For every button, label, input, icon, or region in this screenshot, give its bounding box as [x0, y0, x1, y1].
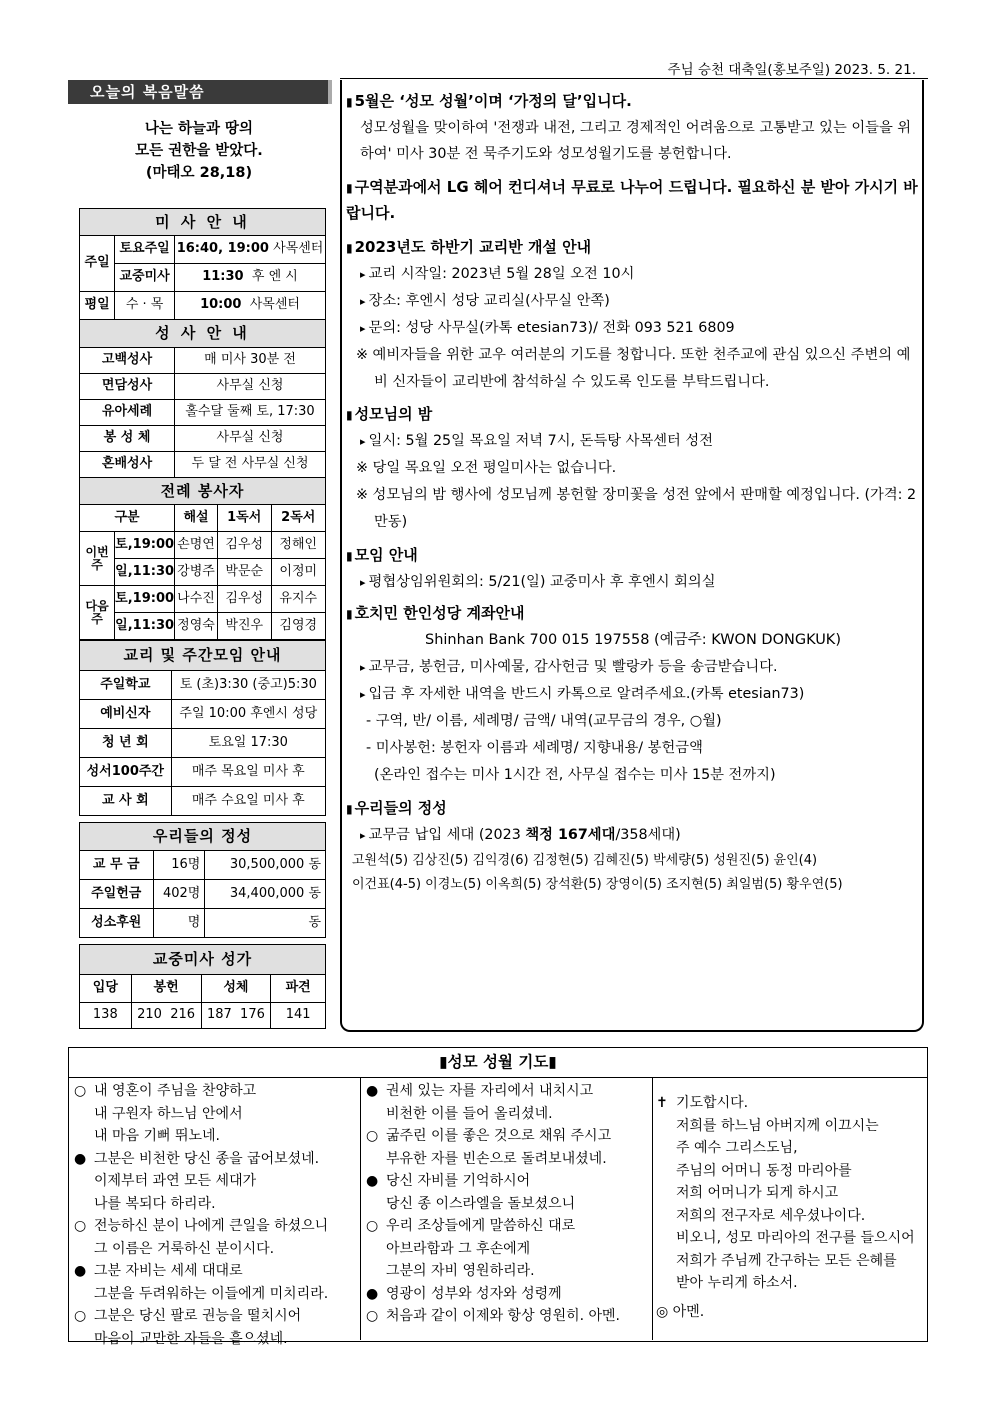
gospel-line-2: 모든 권한을 받았다. [135, 143, 263, 159]
meeting-value: 주일 10:00 후엔시 성당 [171, 700, 325, 729]
prayer-divider [360, 1078, 361, 1340]
filled-circle-icon: ● [74, 1263, 87, 1279]
servers-header: 구분 [80, 505, 175, 532]
prayer-column-3 [656, 1092, 926, 1323]
server-name: 박문순 [217, 559, 271, 586]
mass-time: 10:00 사목센터 [175, 292, 326, 320]
next-week-label: 다음주 [80, 586, 115, 640]
prayer-divider [652, 1078, 653, 1340]
amen: ◎ 아멘. [656, 1303, 705, 1320]
header-rule [340, 78, 928, 79]
gospel-verse [68, 118, 330, 184]
prayer-verse: ● 그분 자비는 세세 대대로 그분을 두려워하는 이들에게 미치리라. [74, 1260, 358, 1305]
servers-header: 1독서 [217, 505, 271, 532]
prayer-verse: ○ 우리 조상들에게 말씀하신 대로 아브라함과 그 후손에게 그분의 자비 영원하리라. [366, 1215, 650, 1283]
mass-day: 수 · 목 [115, 292, 175, 320]
sacrament-value: 사무실 신청 [175, 374, 326, 400]
mass-weekday-label: 평일 [80, 292, 115, 320]
meeting-name: 교 사 회 [80, 787, 172, 816]
mass-time: 11:30 후 엔 시 [175, 264, 326, 292]
prayer-verse: ● 당신 자비를 기억하시어 당신 종 이스라엘을 돌보셨으니 [366, 1170, 650, 1215]
prayer-verse: ○ 그분은 당신 팔로 권능을 떨치시어 마음이 교만한 자들을 흩으셨네. [74, 1305, 358, 1350]
sacrament-name: 면담성사 [80, 374, 175, 400]
sacrament-value: 두 달 전 사무실 신청 [175, 452, 326, 478]
prayer-verse: ● 권세 있는 자를 자리에서 내치시고 비천한 이를 들어 올리셨네. [366, 1080, 650, 1125]
prayer-verse: ○ 굶주린 이를 좋은 것으로 채워 주시고 부유한 자를 빈손으로 돌려보내셨네. [366, 1125, 650, 1170]
notice-item: ▸ 교리 시작일: 2023년 5월 28일 오전 10시 [346, 261, 920, 288]
closing-prayer: ✝ 기도합시다. 저희를 하느님 아버지께 이끄시는 주 예수 그리스도님, 주님의 어머니 동정 마리아를 저희 어머니가 되게 하시고 저희의 전구자로 세우셨나이다. 비오니, 성모 마리아의 전구를 들으시어 저희가 주님께 간구하는 모든 은혜를 받아 누리게 하소서. [656, 1092, 926, 1295]
filled-circle-icon: ● [366, 1285, 379, 1302]
notice-note: ※ 예비자들을 위한 교우 여러분의 기도를 청합니다. 또한 천주교에 관심 있으신 주변의 예비 신자들이 교리반에 참석하실 수 있도록 인도를 부탁드립니다. [356, 347, 911, 390]
hymn-header: 입당 [80, 975, 132, 1003]
prayer-verse: ○ 내 영혼이 주님을 찬양하고 내 구원자 하느님 안에서 내 마음 기뻐 뛰노네. [74, 1080, 358, 1148]
servers-header: 해설 [175, 505, 218, 532]
offerings-section-title: 우리들의 정성 [80, 823, 326, 851]
prayer-verse: ○ 처음과 같이 이제와 항상 영원히. 아멘. [366, 1305, 650, 1328]
server-name: 김우성 [217, 586, 271, 613]
offering-name: 성소후원 [80, 909, 154, 938]
donor-names: 이건표(4-5) 이경노(5) 이옥희(5) 장석환(5) 장영이(5) 조지현(5) 최일범(5) 황우연(5) [352, 877, 843, 892]
notice-item: ▸ 교무금 납입 세대 (2023 책정 167세대/358세대) [346, 822, 920, 849]
filled-circle-icon: ● [366, 1173, 379, 1189]
sacrament-value: 매 미사 30분 전 [175, 348, 326, 374]
prayer-verse: ● 영광이 성부와 성자와 성령께 [366, 1283, 650, 1306]
meeting-value: 매주 수요일 미사 후 [171, 787, 325, 816]
meeting-value: 토요일 17:30 [171, 729, 325, 758]
notice-title: ▮ 성모님의 밤 [346, 401, 920, 428]
notice-title: ▮ 구역분과에서 LG 헤어 컨디셔너 무료로 나누어 드립니다. 필요하신 분 받아 가시기 바랍니다. [346, 175, 920, 226]
meeting-value: 토 (초)3:30 (중고)5:30 [171, 671, 325, 700]
server-slot: 토,19:00 [115, 586, 175, 613]
hymn-header: 파견 [271, 975, 326, 1003]
offerings-table [79, 822, 326, 938]
servers-section-title: 전례 봉사자 [80, 478, 326, 505]
server-slot: 토,19:00 [115, 532, 175, 559]
sacrament-value: 사무실 신청 [175, 426, 326, 452]
hymn-header: 성체 [201, 975, 271, 1003]
notice-detail: - 미사봉헌: 봉헌자 이름과 세례명/ 지향내용/ 봉헌금액 [366, 740, 703, 756]
prayer-column-2 [366, 1080, 650, 1328]
hymn-number: 187 176 [201, 1003, 271, 1029]
mass-sunday-label: 주일 [80, 236, 115, 292]
notice-detail: - 구역, 반/ 이름, 세례명/ 금액/ 내역(교무금의 경우, ○월) [366, 713, 722, 729]
notice-body: 성모성월을 맞이하여 '전쟁과 내전, 그리고 경제적인 어려움으로 고통받고 있는 이들을 위하여' 미사 30분 전 묵주기도와 성모성월기도를 봉헌합니다. [360, 120, 912, 162]
notice-title: ▮ 5월은 ‘성모 성월’이며 ‘가정의 달’입니다. [346, 88, 920, 115]
mass-day: 토요주일 [115, 236, 175, 264]
meetings-section-title: 교리 및 주간모임 안내 [80, 641, 326, 671]
hymns-section-title: 교중미사 성가 [80, 945, 326, 975]
offering-count: 16명 [153, 851, 205, 880]
notice-item: ▸ 평협상임위원회의: 5/21(일) 교중미사 후 후엔시 회의실 [346, 569, 920, 596]
meetings-table [79, 640, 326, 816]
notice-note: ※ 당일 목요일 오전 평일미사는 없습니다. [356, 460, 617, 476]
notices-content [346, 88, 920, 897]
open-circle-icon: ○ [74, 1218, 87, 1234]
prayer-verse: ○ 전능하신 분이 나에게 큰일을 하셨으니 그 이름은 거룩하신 분이시다. [74, 1215, 358, 1260]
hymn-number: 141 [271, 1003, 326, 1029]
server-name: 정영숙 [175, 613, 218, 640]
hymns-table [79, 944, 326, 1029]
notice-item: ▸ 입금 후 자세한 내역을 반드시 카톡으로 알려주세요.(카톡 etesian73) [346, 681, 920, 708]
prayer-title: ▮성모 성월 기도▮ [68, 1047, 928, 1078]
hymn-number: 210 216 [131, 1003, 201, 1029]
offering-amount: 30,500,000 동 [205, 851, 326, 880]
meeting-name: 예비신자 [80, 700, 172, 729]
server-name: 김우성 [217, 532, 271, 559]
prayer-verse: ● 그분은 비천한 당신 종을 굽어보셨네. 이제부터 과연 모든 세대가 나를 복되다 하리라. [74, 1148, 358, 1216]
meeting-value: 매주 목요일 미사 후 [171, 758, 325, 787]
offering-amount: 동 [205, 909, 326, 938]
notice-item: ▸ 장소: 후엔시 성당 교리실(사무실 안쪽) [346, 288, 920, 315]
notice-title: ▮ 모임 안내 [346, 542, 920, 569]
server-name: 정해인 [271, 532, 326, 559]
servers-header: 2독서 [271, 505, 326, 532]
offering-name: 교 무 금 [80, 851, 154, 880]
issue-date: 주님 승천 대축일(홍보주일) 2023. 5. 21. [667, 62, 916, 78]
sacrament-name: 봉 성 체 [80, 426, 175, 452]
open-circle-icon: ○ [74, 1083, 87, 1099]
gospel-title: 오늘의 복음말씀 [90, 83, 205, 101]
gospel-title-bar [68, 80, 332, 104]
filled-circle-icon: ● [74, 1150, 87, 1167]
hymn-header: 봉헌 [131, 975, 201, 1003]
meeting-name: 주일학교 [80, 671, 172, 700]
gospel-line-1: 나는 하늘과 땅의 [144, 121, 254, 137]
open-circle-icon: ○ [366, 1308, 379, 1324]
server-slot: 일,11:30 [115, 613, 175, 640]
notice-title: ▮ 호치민 한인성당 계좌안내 [346, 600, 920, 627]
meeting-name: 성서100주간 [80, 758, 172, 787]
open-circle-icon: ○ [366, 1128, 379, 1144]
notice-detail: (온라인 접수는 미사 1시간 전, 사무실 접수는 미사 15분 전까지) [374, 767, 776, 783]
sacrament-value: 홀수달 둘째 토, 17:30 [175, 400, 326, 426]
mass-section-title: 미 사 안 내 [80, 209, 326, 236]
mass-day: 교중미사 [115, 264, 175, 292]
sacrament-name: 유아세례 [80, 400, 175, 426]
donor-names: 고원석(5) 김상진(5) 김익경(6) 김정현(5) 김혜진(5) 박세량(5) 성원진(5) 윤인(4) [352, 853, 818, 868]
server-name: 나수진 [175, 586, 218, 613]
meeting-name: 청 년 회 [80, 729, 172, 758]
schedule-table [79, 208, 326, 640]
server-name: 김영경 [271, 613, 326, 640]
server-name: 박진우 [217, 613, 271, 640]
notice-item: ▸ 일시: 5월 25일 목요일 저녁 7시, 돈득탕 사목센터 성전 [346, 428, 920, 455]
open-circle-icon: ○ [74, 1308, 87, 1324]
notice-item: ▸ 교무금, 봉헌금, 미사예물, 감사헌금 및 빨랑카 등을 송금받습니다. [346, 654, 920, 681]
notice-title: ▮ 2023년도 하반기 교리반 개설 안내 [346, 234, 920, 261]
hymn-number: 138 [80, 1003, 132, 1029]
offering-count: 402명 [153, 880, 205, 909]
sacrament-name: 혼배성사 [80, 452, 175, 478]
server-slot: 일,11:30 [115, 559, 175, 586]
notice-title: ▮ 우리들의 정성 [346, 795, 920, 822]
offering-name: 주일헌금 [80, 880, 154, 909]
sacrament-name: 고백성사 [80, 348, 175, 374]
bank-account: Shinhan Bank 700 015 197558 (예금주: KWON DONGKUK) [425, 632, 841, 648]
prayer-column-1 [74, 1080, 358, 1350]
notice-note: ※ 성모님의 밤 행사에 성모님께 봉헌할 장미꽃을 성전 앞에서 판매할 예정입니다. (가격: 2만동) [356, 487, 917, 530]
sacrament-section-title: 성 사 안 내 [80, 320, 326, 348]
notice-item: ▸ 문의: 성당 사무실(카톡 etesian73)/ 전화 093 521 6809 [346, 315, 920, 342]
server-name: 손명연 [175, 532, 218, 559]
offering-amount: 34,400,000 동 [205, 880, 326, 909]
this-week-label: 이번주 [80, 532, 115, 586]
server-name: 이정미 [271, 559, 326, 586]
gospel-reference: (마태오 28,18) [145, 165, 253, 181]
open-circle-icon: ○ [366, 1218, 379, 1234]
filled-circle-icon: ● [366, 1083, 379, 1099]
cross-icon: ✝ [656, 1095, 668, 1111]
server-name: 강병주 [175, 559, 218, 586]
mass-time: 16:40, 19:00 사목센터 [175, 236, 326, 264]
offering-count: 명 [153, 909, 205, 938]
server-name: 유지수 [271, 586, 326, 613]
